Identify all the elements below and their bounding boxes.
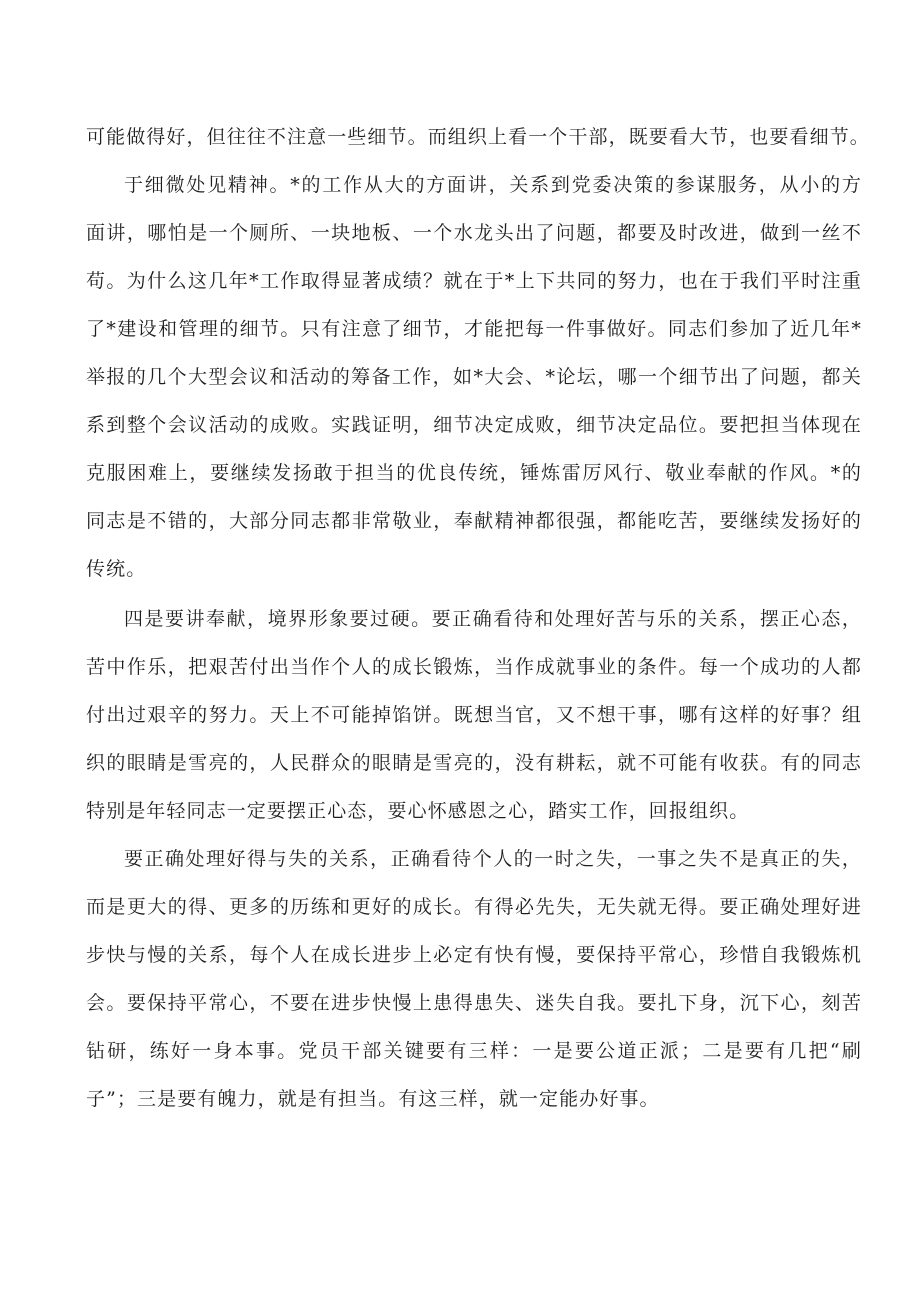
paragraph-3-line-4: 织的眼睛是雪亮的，人民群众的眼睛是雪亮的，没有耕耘，就不可能有收获。有的同志 xyxy=(86,752,862,774)
paragraph-2-line-9: 传统。 xyxy=(86,558,147,580)
paragraph-4-line-4: 会。要保持平常心，不要在进步快慢上患得患失、迷失自我。要扎下身，沉下心，刻苦 xyxy=(86,992,862,1014)
paragraph-2-line-8: 同志是不错的，大部分同志都非常敬业，奉献精神都很强，都能吃苦，要继续发扬好的 xyxy=(86,510,862,532)
paragraph-4-line-1: 要正确处理好得与失的关系，正确看待个人的一时之失，一事之失不是真正的失， xyxy=(124,848,862,870)
paragraph-1-line-1: 可能做得好，但往往不注意一些细节。而组织上看一个干部，既要看大节，也要看细节。 xyxy=(86,126,870,148)
paragraph-3-line-2: 苦中作乐，把艰苦付出当作个人的成长锻炼，当作成就事业的条件。每一个成功的人都 xyxy=(86,656,862,678)
paragraph-2-line-6: 系到整个会议活动的成败。实践证明，细节决定成败，细节决定品位。要把担当体现在 xyxy=(86,414,862,436)
paragraph-4-line-5: 钻研，练好一身本事。党员干部关键要有三样：一是要公道正派；二是要有几把“刷 xyxy=(86,1040,862,1062)
paragraph-2-line-4: 了*建设和管理的细节。只有注意了细节，才能把每一件事做好。同志们参加了近几年* xyxy=(86,318,862,340)
paragraph-2-line-3: 苟。为什么这几年*工作取得显著成绩？就在于*上下共同的努力，也在于我们平时注重 xyxy=(86,270,862,292)
paragraph-3-line-1: 四是要讲奉献，境界形象要过硬。要正确看待和处理好苦与乐的关系，摆正心态， xyxy=(124,608,862,630)
paragraph-2-line-5: 举报的几个大型会议和活动的筹备工作，如*大会、*论坛，哪一个细节出了问题，都关 xyxy=(86,366,862,388)
paragraph-2-line-1: 于细微处见精神。*的工作从大的方面讲，关系到党委决策的参谋服务，从小的方 xyxy=(124,174,862,196)
paragraph-4-line-2: 而是更大的得、更多的历练和更好的成长。有得必先失，无失就无得。要正确处理好进 xyxy=(86,896,862,918)
paragraph-3-line-3: 付出过艰辛的努力。天上不可能掉馅饼。既想当官，又不想干事，哪有这样的好事？组 xyxy=(86,704,862,726)
paragraph-2-line-7: 克服困难上，要继续发扬敢于担当的优良传统，锤炼雷厉风行、敬业奉献的作风。*的 xyxy=(86,462,862,484)
paragraph-3-line-5: 特别是年轻同志一定要摆正心态，要心怀感恩之心，踏实工作，回报组织。 xyxy=(86,800,750,822)
paragraph-4-line-3: 步快与慢的关系，每个人在成长进步上必定有快有慢，要保持平常心，珍惜自我锻炼机 xyxy=(86,944,862,966)
paragraph-2-line-2: 面讲，哪怕是一个厕所、一块地板、一个水龙头出了问题，都要及时改进，做到一丝不 xyxy=(86,222,862,244)
paragraph-4-line-6: 子”；三是要有魄力，就是有担当。有这三样，就一定能办好事。 xyxy=(86,1088,660,1110)
